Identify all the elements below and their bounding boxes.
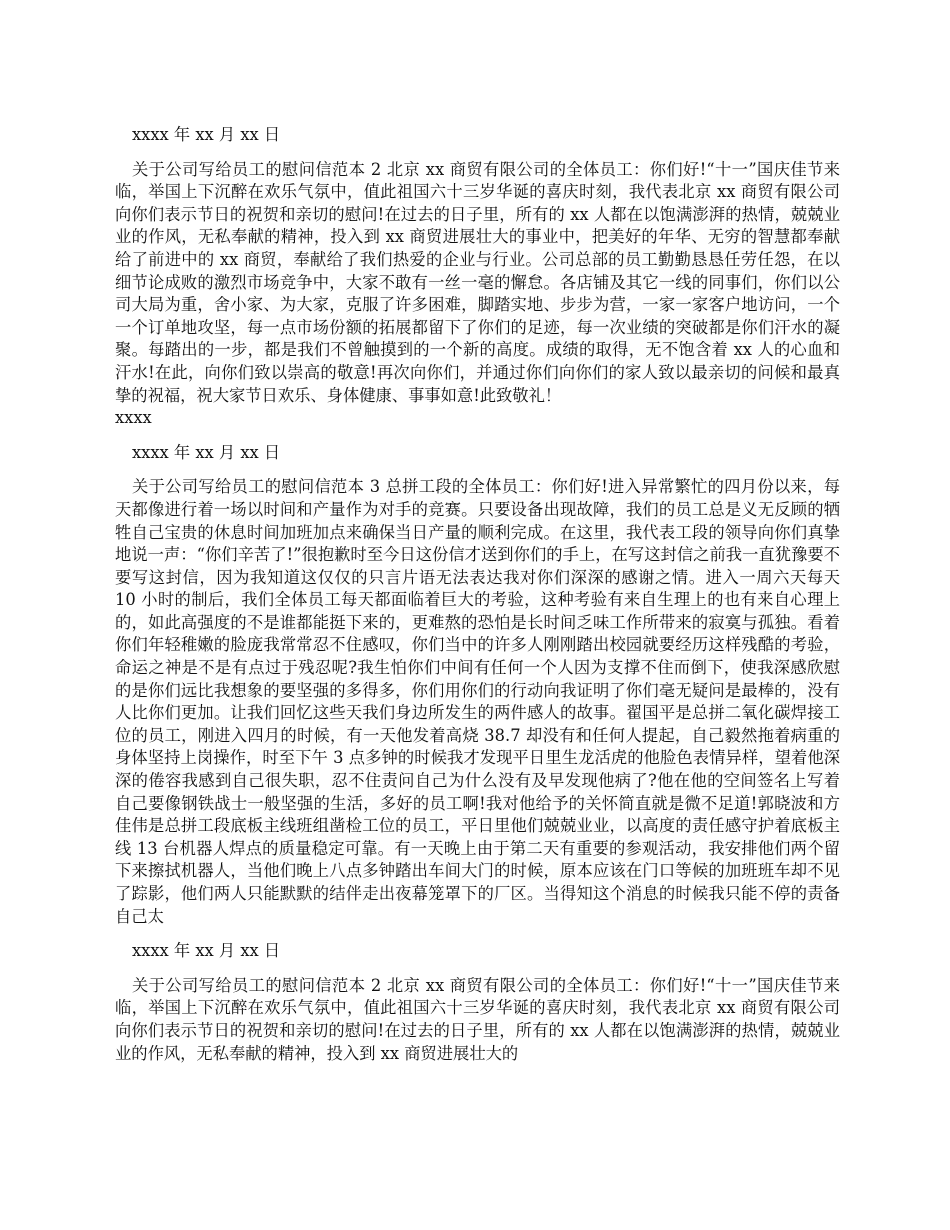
- letter-date: xxxx 年 xx 月 xx 日: [132, 125, 281, 144]
- letter-section-1: [115, 124, 840, 430]
- letter-date: xxxx 年 xx 月 xx 日: [132, 941, 281, 961]
- document-page: [115, 124, 840, 1077]
- letter-body: 关于公司写给员工的慰问信范本 2 北京 xx 商贸有限公司的全体员工：你们好!“十一”国庆佳节来临，举国上下沉醉在欢乐气氛中，值此祖国六十三岁华诞的喜庆时刻，我代表北京 xx 商贸有限公司向你们表示节日的祝贺和亲切的慰问!在过去的日子里，所有的 xx 人都在以饱满澎湃的热情，兢兢业业的作风，无私奉献的精神，投入到 xx 商贸进展壮大的事业中，把美好的年华、无穷的智慧都奉献给了前进中的 xx 商贸，奉献给了我们热爱的企业与行业。公司总部的员工勤勤恳恳任劳任怨，在以细节论成败的激烈市场竞争中，大家不敢有一丝一毫的懈怠。各店铺及其它一线的同事们，你们以公司大局为重，舍小家、为大家，克服了许多困难，脚踏实地、步步为营，一家一家客户地访问，一个一个订单地攻坚，每一点市场份额的拓展都留下了你们的足迹，每一次业绩的突破都是你们汗水的凝聚。每踏出的一步，都是我们不曾触摸到的一个新的高度。成绩的取得，无不饱含着 xx 人的心血和汗水!在此，向你们致以崇高的敬意!再次向你们，并通过你们向你们的家人致以最亲切的问候和最真挚的祝福，祝大家节日欢乐、身体健康、事事如意!此致敬礼！: [115, 159, 840, 405]
- letter-body: 关于公司写给员工的慰问信范本 3 总拼工段的全体员工：你们好!进入异常繁忙的四月份以来，每天都像进行着一场以时间和产量作为对手的竞赛。只要设备出现故障，我们的员工总是义无反顾的牺牲自己宝贵的休息时间加班加点来确保当日产量的顺利完成。在这里，我代表工段的领导向你们真挚地说一声：“你们辛苦了!”很抱歉时至今日这份信才送到你们的手上，在写这封信之前我一直犹豫要不要写这封信，因为我知道这仅仅的只言片语无法表达我对你们深深的感谢之情。进入一周六天每天 10 小时的制后，我们全体员工每天都面临着巨大的考验，这种考验有来自生理上的也有来自心理上的，如此高强度的不是谁都能挺下来的，更难熬的恐怕是长时间乏味工作所带来的寂寞与孤独。看着你们年轻稚嫩的脸庞我常常忍不住感叹，你们当中的许多人刚刚踏出校园就要经历这样残酷的考验，命运之神是不是有点过于残忍呢?我生怕你们中间有任何一个人因为支撑不住而倒下，使我深感欣慰的是你们远比我想象的要坚强的多得多，你们用你们的行动向我证明了你们毫无疑问是最棒的，没有人比你们更加。让我们回忆这些天我们身边所发生的两件感人的故事。翟国平是总拼二氧化碳焊接工位的员工，刚进入四月的时候，有一天他发着高烧 38.7 却没有和任何人提起，自己毅然拖着病重的身体坚持上岗操作，时至下午 3 点多钟的时候我才发现平日里生龙活虎的他脸色表情异样，望着他深深的倦容我感到自己很失职，忍不住责问自己为什么没有及早发现他病了?他在他的空间签名上写着自己要像钢铁战士一般坚强的生活，多好的员工啊!我对他给予的关怀简直就是微不足道!郭晓波和方佳伟是总拼工段底板主线班组凿检工位的员工，平日里他们兢兢业业，以高度的责任感守护着底板主线 13 台机器人焊点的质量稳定可靠。有一天晚上由于第二天有重要的参观活动，我安排他们两个留下来擦拭机器人，当他们晚上八点多钟踏出车间大门的时候，原本应该在门口等候的加班班车却不见了踪影，他们两人只能默默的结伴走出夜幕笼罩下的厂区。当得知这个消息的时候我只能不停的责备自己太: [115, 477, 840, 926]
- letter-section-3: [115, 940, 840, 1065]
- letter-section-2: [115, 442, 840, 928]
- letter-signature: xxxx: [115, 408, 152, 428]
- letter-date: xxxx 年 xx 月 xx 日: [132, 442, 281, 462]
- letter-body: 关于公司写给员工的慰问信范本 2 北京 xx 商贸有限公司的全体员工：你们好!“十一”国庆佳节来临，举国上下沉醉在欢乐气氛中，值此祖国六十三岁华诞的喜庆时刻，我代表北京 xx 商贸有限公司向你们表示节日的祝贺和亲切的慰问!在过去的日子里，所有的 xx 人都在以饱满澎湃的热情，兢兢业业的作风，无私奉献的精神，投入到 xx 商贸进展壮大的: [115, 975, 840, 1063]
